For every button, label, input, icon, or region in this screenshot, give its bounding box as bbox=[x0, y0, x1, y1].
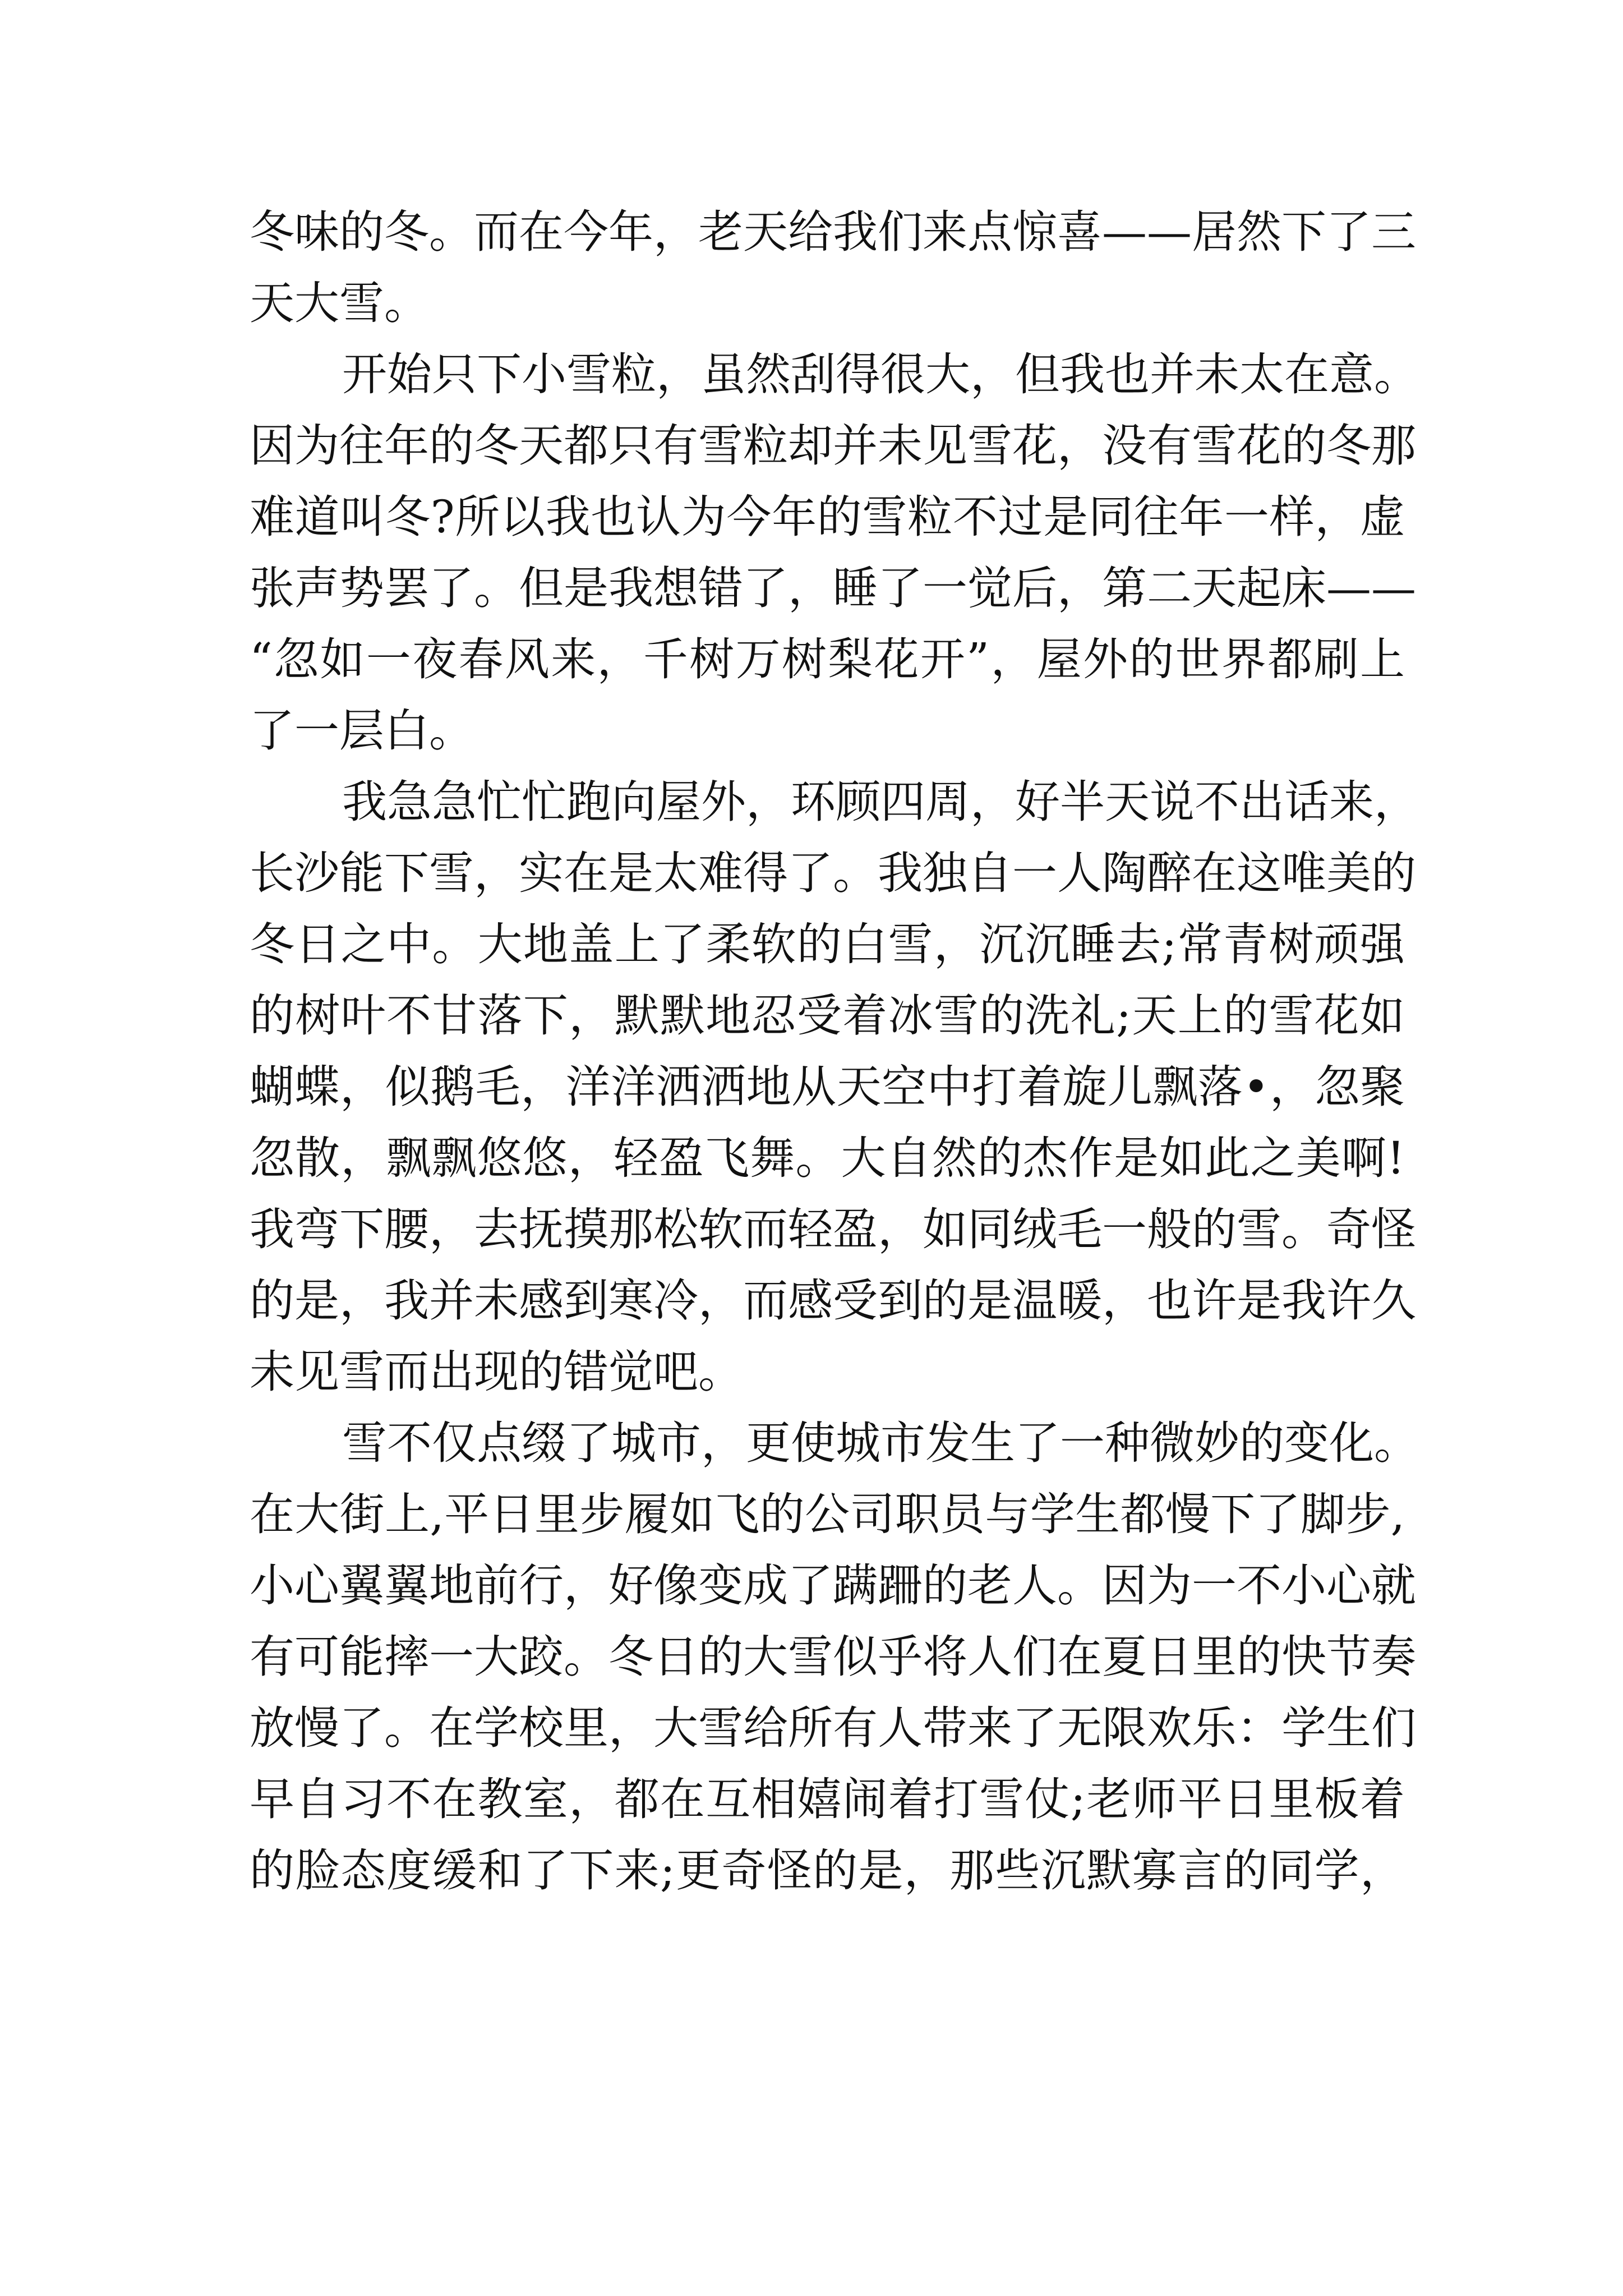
text-line: 我弯下腰，去抚摸那松软而轻盈，如同绒毛一般的雪。奇怪 bbox=[250, 1203, 1416, 1255]
paragraph-start-line: 开始只下小雪粒，虽然刮得很大，但我也并未太在意。 bbox=[342, 348, 1419, 401]
text-line: 有可能摔一大跤。冬日的大雪似乎将人们在夏日里的快节奏 bbox=[250, 1631, 1416, 1683]
text-line: 张声势罢了。但是我想错了，睡了一觉后，第二天起床—— bbox=[250, 562, 1416, 614]
text-line: 因为往年的冬天都只有雪粒却并未见雪花，没有雪花的冬那 bbox=[250, 420, 1416, 472]
text-line: 长沙能下雪，实在是太难得了。我独自一人陶醉在这唯美的 bbox=[250, 847, 1416, 899]
text-line: 天大雪。 bbox=[250, 277, 429, 329]
text-line: 忽散，飘飘悠悠，轻盈飞舞。大自然的杰作是如此之美啊! bbox=[250, 1132, 1405, 1184]
text-line: 小心翼翼地前行，好像变成了蹒跚的老人。因为一不小心就 bbox=[250, 1559, 1416, 1612]
paragraph-start-line: 我急急忙忙跑向屋外，环顾四周，好半天说不出话来， bbox=[342, 776, 1419, 828]
text-line: 难道叫冬?所以我也认为今年的雪粒不过是同往年一样，虚 bbox=[250, 491, 1405, 543]
text-line: 蝴蝶，似鹅毛，洋洋洒洒地从天空中打着旋儿飘落•，忽聚 bbox=[250, 1061, 1405, 1113]
text-line: 的树叶不甘落下，默默地忍受着冰雪的洗礼;天上的雪花如 bbox=[250, 990, 1405, 1042]
paragraph-start-line: 雪不仅点缀了城市，更使城市发生了一种微妙的变化。 bbox=[342, 1417, 1419, 1469]
text-line: 冬味的冬。而在今年，老天给我们来点惊喜——居然下了三 bbox=[250, 206, 1416, 258]
text-line: 的是，我并未感到寒冷，而感受到的是温暖，也许是我许久 bbox=[250, 1274, 1416, 1327]
essay-text bbox=[250, 196, 1419, 1906]
text-line: 未见雪而出现的错觉吧。 bbox=[250, 1346, 743, 1398]
text-line: “忽如一夜春风来，千树万树梨花开”，屋外的世界都刷上 bbox=[250, 633, 1405, 685]
text-line: 早自习不在教室，都在互相嬉闹着打雪仗;老师平日里板着 bbox=[250, 1773, 1405, 1825]
text-line: 的脸态度缓和了下来;更奇怪的是，那些沉默寡言的同学， bbox=[250, 1844, 1405, 1897]
text-line: 冬日之中。大地盖上了柔软的白雪，沉沉睡去;常青树顽强 bbox=[250, 918, 1405, 970]
text-line: 了一层白。 bbox=[250, 705, 474, 757]
text-line: 放慢了。在学校里，大雪给所有人带来了无限欢乐：学生们 bbox=[250, 1702, 1416, 1754]
text-line: 在大街上,平日里步履如飞的公司职员与学生都慢下了脚步, bbox=[250, 1488, 1405, 1540]
